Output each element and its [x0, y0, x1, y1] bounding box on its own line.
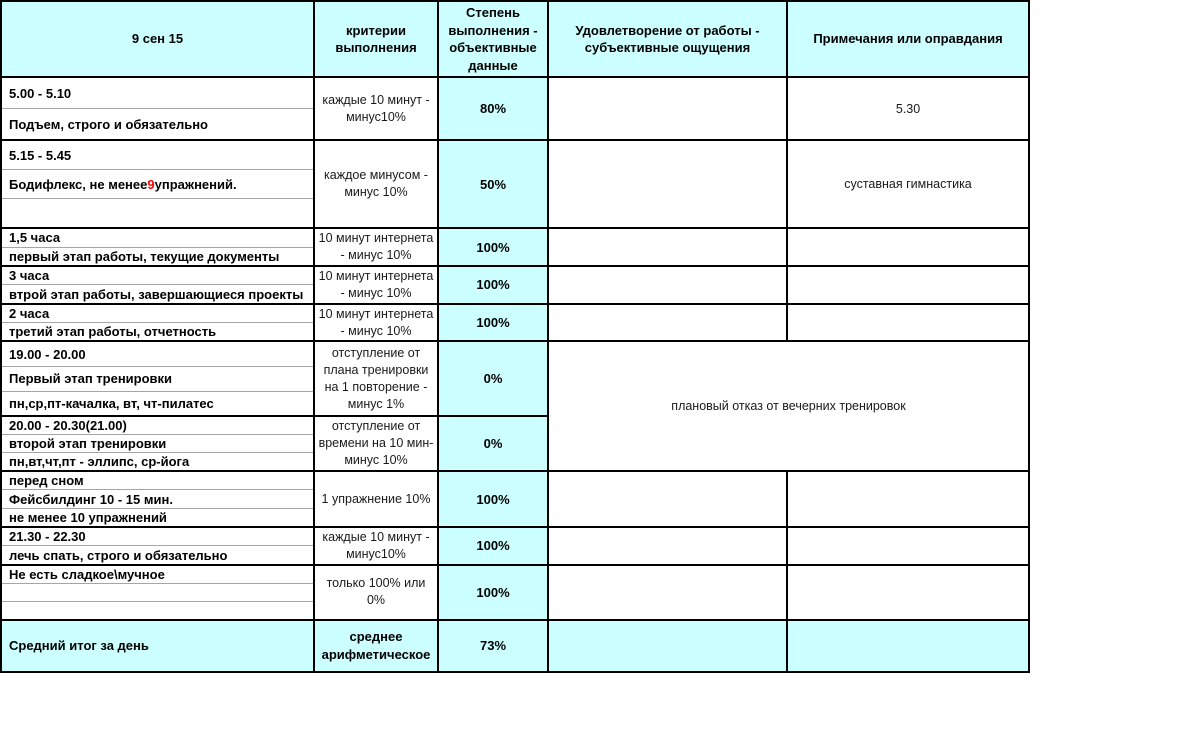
degree-cell: 50%	[438, 140, 548, 228]
criteria-cell: 10 минут интернета - минус 10%	[314, 266, 438, 304]
notes-cell	[787, 304, 1029, 342]
activity-line: 19.00 - 20.00	[9, 346, 86, 362]
criteria-cell: 10 минут интернета - минус 10%	[314, 228, 438, 266]
activity-line: Фейсбилдинг 10 - 15 мин.	[2, 489, 313, 507]
activity-cell	[1, 527, 314, 565]
activity-cell	[1, 471, 314, 527]
activity-cell	[1, 341, 314, 416]
criteria-cell: каждые 10 минут - минус10%	[314, 77, 438, 140]
header-row	[1, 1, 1029, 77]
table-row-no-sweets	[1, 565, 1029, 620]
table-row-work2	[1, 266, 1029, 304]
header-date: 9 сен 15	[1, 1, 314, 77]
degree-cell: 100%	[438, 228, 548, 266]
table-row-training1	[1, 341, 1029, 416]
table-row-facebuilding	[1, 471, 1029, 527]
notes-cell	[787, 228, 1029, 266]
activity-line: Первый этап тренировки	[2, 366, 313, 391]
activity-line-empty	[2, 583, 313, 601]
table-row-work1	[1, 228, 1029, 266]
degree-cell: 100%	[438, 565, 548, 620]
summary-label-cell: Средний итог за день	[1, 620, 314, 672]
activity-line: не менее 10 упражнений	[2, 508, 313, 526]
satisfaction-cell	[548, 471, 787, 527]
activity-line: втрой этап работы, завершающиеся проекты	[2, 284, 313, 302]
activity-line: первый этап работы, текущие документы	[2, 247, 313, 265]
satisfaction-cell	[548, 266, 787, 304]
activity-line: Подъем, строго и обязательно	[2, 108, 313, 139]
notes-cell	[787, 527, 1029, 565]
summary-satisfaction-cell	[548, 620, 787, 672]
satisfaction-cell	[548, 565, 787, 620]
degree-cell: 100%	[438, 471, 548, 527]
notes-cell	[787, 266, 1029, 304]
criteria-cell: 10 минут интернета - минус 10%	[314, 304, 438, 342]
criteria-cell: только 100% или 0%	[314, 565, 438, 620]
table-row-sleep	[1, 527, 1029, 565]
activity-line-empty	[2, 198, 313, 227]
activity-line: Бодифлекс, не менее 9 упражнений.	[2, 169, 313, 198]
activity-line: 3 часа	[9, 268, 50, 284]
criteria-cell: отступление от плана тренировки на 1 повторение - минус 1%	[314, 341, 438, 416]
activity-cell	[1, 266, 314, 304]
degree-cell: 100%	[438, 266, 548, 304]
activity-cell	[1, 565, 314, 620]
degree-cell: 80%	[438, 77, 548, 140]
activity-cell	[1, 416, 314, 471]
table-row-work3	[1, 304, 1029, 342]
satisfaction-cell	[548, 304, 787, 342]
activity-line: второй этап тренировки	[2, 434, 313, 452]
activity-line: лечь спать, строго и обязательно	[2, 545, 313, 563]
criteria-cell: каждое минусом - минус 10%	[314, 140, 438, 228]
activity-line: 5.00 - 5.10	[9, 85, 72, 101]
header-degree: Степень выполнения - объективные данные	[438, 1, 548, 77]
header-satisfaction: Удовлетворение от работы - субъективные ощущения	[548, 1, 787, 77]
red-count: 9	[147, 176, 155, 192]
satisfaction-cell	[548, 527, 787, 565]
activity-line: 21.30 - 22.30	[9, 529, 86, 545]
degree-cell: 0%	[438, 416, 548, 471]
activity-line: пн,вт,чт,пт - эллипс, ср-йога	[2, 452, 313, 470]
activity-line: Не есть сладкое\мучное	[9, 566, 165, 582]
notes-cell: 5.30	[787, 77, 1029, 140]
merged-note-cell: плановый отказ от вечерних тренировок	[548, 341, 1029, 471]
degree-cell: 0%	[438, 341, 548, 416]
table-row-bodyflex	[1, 140, 1029, 228]
criteria-cell: каждые 10 минут - минус10%	[314, 527, 438, 565]
summary-row	[1, 620, 1029, 672]
activity-cell	[1, 304, 314, 342]
activity-line-empty	[2, 601, 313, 619]
criteria-cell: отступление от времени на 10 мин- минус 10%	[314, 416, 438, 471]
activity-line: перед сном	[9, 473, 84, 489]
activity-cell	[1, 77, 314, 140]
activity-line: 5.15 - 5.45	[9, 147, 72, 163]
summary-degree-cell: 73%	[438, 620, 548, 672]
notes-cell: суставная гимнастика	[787, 140, 1029, 228]
activity-cell	[1, 228, 314, 266]
table-row-wakeup	[1, 77, 1029, 140]
satisfaction-cell	[548, 140, 787, 228]
activity-line: третий этап работы, отчетность	[2, 322, 313, 340]
activity-line: пн,ср,пт-качалка, вт, чт-пилатес	[2, 391, 313, 416]
notes-cell	[787, 565, 1029, 620]
activity-line: 2 часа	[9, 305, 50, 321]
criteria-cell: 1 упражнение 10%	[314, 471, 438, 527]
notes-cell	[787, 471, 1029, 527]
activity-line: 1,5 часа	[9, 230, 61, 246]
header-criteria: критерии выполнения	[314, 1, 438, 77]
activity-line: 20.00 - 20.30(21.00)	[9, 418, 127, 434]
degree-cell: 100%	[438, 527, 548, 565]
degree-cell: 100%	[438, 304, 548, 342]
header-notes: Примечания или оправдания	[787, 1, 1029, 77]
summary-notes-cell	[787, 620, 1029, 672]
satisfaction-cell	[548, 77, 787, 140]
satisfaction-cell	[548, 228, 787, 266]
activity-cell	[1, 140, 314, 228]
summary-criteria-cell: среднее арифметическое	[314, 620, 438, 672]
